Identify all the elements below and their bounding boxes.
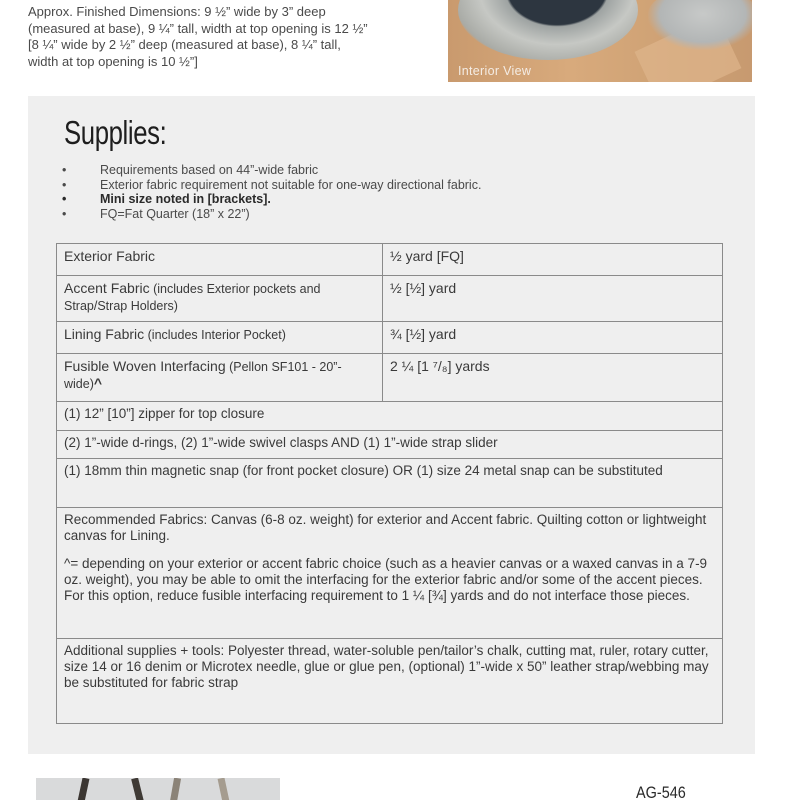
- finished-dimensions: [28, 4, 448, 70]
- table-row: [57, 508, 723, 639]
- photo-strap: [170, 778, 181, 800]
- supply-amount: ½ [½] yard: [383, 276, 723, 322]
- photo-yarn: [648, 0, 752, 50]
- recommended-fabrics-row: [57, 508, 723, 639]
- dimensions-line: [8 ¼” wide by 2 ½” deep (measured at base), 8 ¼” tall,: [28, 37, 341, 52]
- bullet-text: FQ=Fat Quarter (18” x 22”): [100, 206, 250, 221]
- table-row: [57, 322, 723, 354]
- supply-item: [57, 244, 383, 276]
- photo-strap: [131, 778, 144, 800]
- supply-amount: 2 ¼ [1 ⁷/₈] yards: [383, 354, 723, 402]
- supply-item-name: Accent Fabric: [64, 280, 150, 296]
- zipper-row: (1) 12” [10”] zipper for top closure: [57, 402, 723, 431]
- supply-item-name: Exterior Fabric: [64, 248, 156, 264]
- photo-strap: [218, 778, 230, 800]
- supply-item-name: Fusible Woven Interfacing: [64, 358, 226, 374]
- table-row: [57, 244, 723, 276]
- supply-item: [57, 354, 383, 402]
- supply-amount: ½ yard [FQ]: [383, 244, 723, 276]
- bullet-text: Requirements based on 44”-wide fabric: [100, 163, 319, 177]
- bullet-item: [62, 192, 481, 207]
- table-row: [57, 276, 723, 322]
- bullet-item: [62, 207, 481, 222]
- pattern-code: AG-546: [636, 783, 686, 802]
- spacer: [64, 544, 715, 556]
- supplies-heading: Supplies:: [64, 114, 167, 151]
- dimensions-line: Approx. Finished Dimensions: 9 ½” wide by 3” deep: [28, 4, 326, 19]
- supply-item-note: (Pellon SF101 - 20”-wide): [64, 360, 342, 391]
- table-row: [57, 402, 723, 431]
- bullet-item: [62, 178, 481, 193]
- snap-row: (1) 18mm thin magnetic snap (for front pocket closure) OR (1) size 24 metal snap can be substituted: [57, 459, 723, 508]
- additional-supplies-row: Additional supplies + tools: Polyester thread, water-soluble pen/tailor’s chalk, cutting mat, ruler, rotary cutter, size 14 or 16 denim or Microtex needle, glue or glue pen, (optional) 1”-wide x 50” leather strap/webbing may be substituted for fabric strap: [57, 639, 723, 724]
- bag-photo: [36, 778, 280, 800]
- interior-view-photo: [448, 0, 752, 82]
- bullet-icon: •: [62, 206, 67, 221]
- caret-note-text: ^= depending on your exterior or accent fabric choice (such as a heavier canvas or a waxed canvas in a 7-9 oz. weight), you may be able to omit the interfacing for the exterior fabric and/or some of the accent pieces. For this option, reduce fusible interfacing requirement to 1 ¼ [¾] yards and do not interface those pieces.: [64, 556, 708, 603]
- caret-mark: ^: [93, 375, 103, 391]
- supply-item: [57, 276, 383, 322]
- dimensions-line: width at top opening is 10 ½”]: [28, 53, 198, 69]
- table-row: [57, 354, 723, 402]
- bullet-icon: •: [62, 163, 67, 177]
- supply-amount: ¾ [½] yard: [383, 322, 723, 354]
- bullet-icon: •: [62, 192, 67, 206]
- photo-caption: Interior View: [458, 64, 532, 78]
- supply-item-name: Lining Fabric: [64, 326, 145, 342]
- supply-item: [57, 322, 383, 354]
- table-row: [57, 639, 723, 724]
- supplies-bullet-list: [62, 163, 481, 221]
- table-row: [57, 431, 723, 459]
- recommended-fabrics-text: Recommended Fabrics: Canvas (6-8 oz. weight) for exterior and Accent fabric. Quilting cotton or lightweight canvas for Lining.: [64, 512, 707, 543]
- bullet-text: Mini size noted in [brackets].: [100, 192, 271, 206]
- photo-strap: [78, 778, 90, 800]
- hardware-row: (2) 1”-wide d-rings, (2) 1”-wide swivel clasps AND (1) 1”-wide strap slider: [57, 431, 723, 459]
- supplies-table: [56, 243, 723, 724]
- bullet-text: Exterior fabric requirement not suitable for one-way directional fabric.: [100, 177, 482, 192]
- table-row: [57, 459, 723, 508]
- bullet-item: [62, 163, 481, 178]
- supply-item-note: (includes Exterior pockets and Strap/Strap Holders): [64, 282, 321, 313]
- photo-bag: [458, 0, 638, 60]
- supply-item-note: (includes Interior Pocket): [144, 328, 286, 342]
- bullet-icon: •: [62, 177, 67, 192]
- dimensions-line: (measured at base), 9 ¼” tall, width at top opening is 12 ½”: [28, 20, 368, 36]
